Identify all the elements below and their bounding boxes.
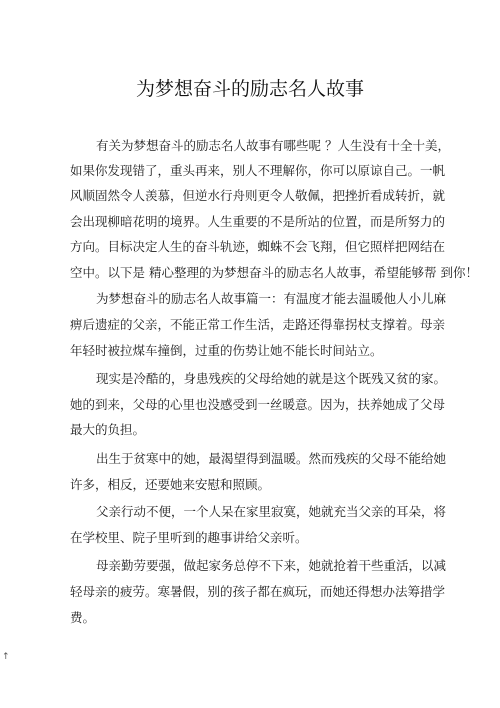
- paragraph-line: 出生于贫寒中的她，最渴望得到温暖。然而残疾的父母不能给她: [96, 451, 447, 466]
- paragraph-line: 在学校里、院子里听到的趣事讲给父亲听。: [70, 530, 308, 545]
- paragraph-line: 空中。以下是 精心整理的为梦想奋斗的励志名人故事，希望能够帮 到你！: [70, 265, 478, 280]
- paragraph-line: 如果你发现错了，重头再来，别人不理解你，你可以原谅自己。一帆: [70, 163, 446, 178]
- paragraph-line: 年轻时被拉煤车撞倒，过重的伤势让她不能长时间站立。: [70, 343, 383, 358]
- paragraph-line: 轻母亲的疲劳。寒暑假，别的孩子都在疯玩，而她还得想办法筹措学: [70, 584, 446, 599]
- paragraph-line: 会出现柳暗花明的境界。人生重要的不是所站的位置，而是所努力的: [70, 214, 446, 229]
- document-title: 为梦想奋斗的励志名人故事: [135, 78, 364, 100]
- paragraph-line: 有关为梦想奋斗的励志名人故事有哪些呢 ？人生没有十全十美，: [96, 138, 450, 153]
- paragraph-line: 现实是冷酷的，身患残疾的父母给她的就是这个既残又贫的家。: [96, 371, 447, 386]
- paragraph-line: 方向。目标决定人生的奋斗轨迹，蜘蛛不会飞翔，但它照样把网结在: [70, 239, 446, 254]
- paragraph-line: 最大的负担。: [70, 422, 146, 437]
- paragraph-line: 为梦想奋斗的励志名人故事篇一：有温度才能去温暖他人小儿麻: [96, 291, 447, 306]
- paragraph-line: 风顺固然令人羡慕，但逆水行舟则更令人敬佩，把挫折看成转折，就: [70, 188, 446, 203]
- paragraph-line: 父亲行动不便，一个人呆在家里寂寞，她就充当父亲的耳朵，将: [96, 504, 447, 519]
- paragraph-line: 费。: [70, 610, 96, 625]
- paragraph-line: 许多，相反，还要她来安慰和照顾。: [70, 477, 271, 492]
- paragraph-line: 母亲勤劳要强，做起家务总停不下来，她就抢着干些重活，以减: [96, 558, 447, 573]
- paragraph-line: 她的到来，父母的心里也没感受到一丝暖意。因为，扶养她成了父母: [70, 397, 446, 412]
- margin-mark: ↑: [2, 652, 10, 662]
- paragraph-line: 痹后遗症的父亲，不能正常工作生活，走路还得靠拐杖支撑着。母亲: [70, 317, 446, 332]
